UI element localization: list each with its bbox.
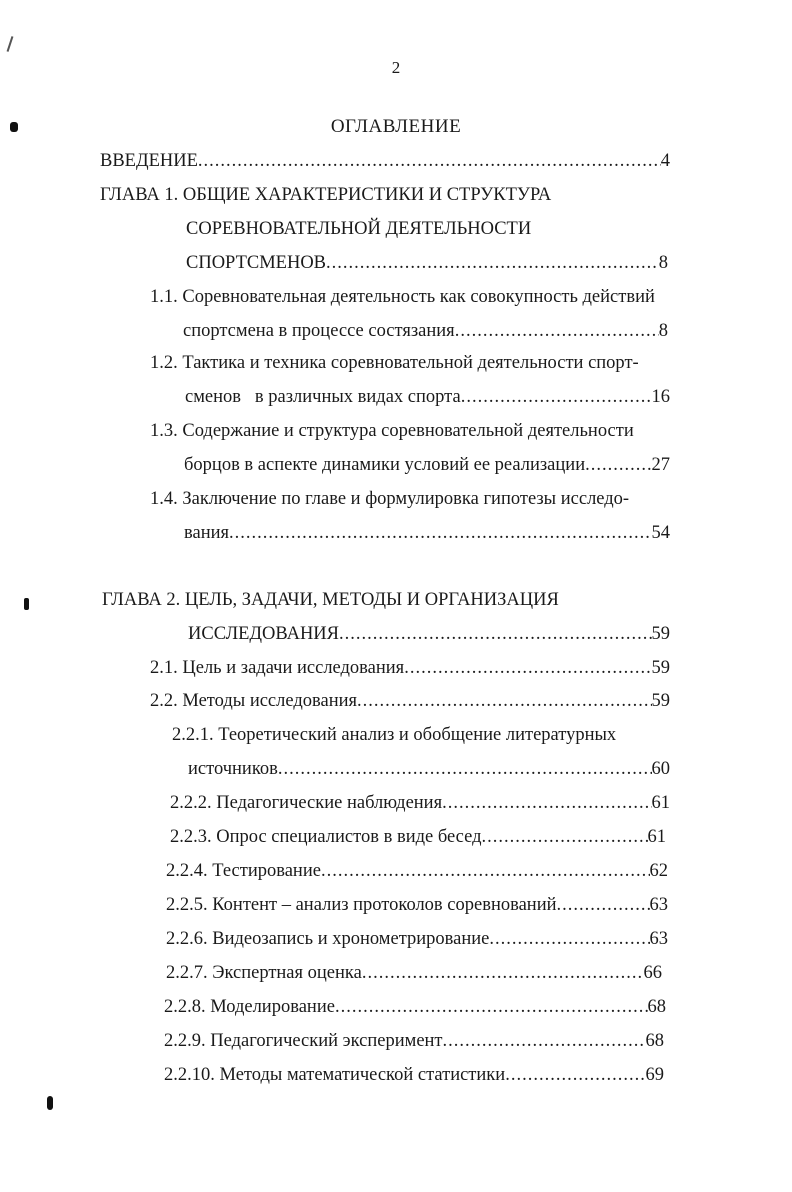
toc-entry-page: 27 — [651, 455, 670, 475]
toc-entry-page: 8 — [658, 321, 668, 341]
toc-entry-text: 2.2.5. Контент – анализ протоколов соревнований — [166, 895, 557, 915]
toc-entry-1-4-line1[interactable]: 1.4. Заключение по главе и формулировка гипотезы исследо- — [150, 489, 630, 509]
toc-entry-text: борцов в аспекте динамики условий ее реализации — [184, 455, 586, 475]
toc-entry-text: ИССЛЕДОВАНИЯ — [188, 624, 339, 644]
toc-entry-page: 59 — [651, 691, 670, 711]
toc-entry-2-2[interactable] — [150, 690, 670, 712]
toc-entry-1-3-line1[interactable]: 1.3. Содержание и структура соревновательной деятельности — [150, 421, 634, 441]
toc-entry-1-2[interactable] — [185, 386, 670, 408]
toc-entry-1-1-line1[interactable]: 1.1. Соревновательная деятельность как совокупность действий — [150, 287, 655, 307]
toc-entry-2-2-10[interactable] — [164, 1064, 664, 1086]
toc-entry-text: 2.2.4. Тестирование — [166, 861, 321, 881]
toc-entry-intro[interactable] — [100, 150, 670, 172]
toc-entry-2-2-7[interactable] — [166, 962, 662, 984]
toc-entry-page: 66 — [643, 963, 662, 983]
toc-entry-page: 59 — [651, 624, 670, 644]
toc-entry-page: 4 — [660, 151, 670, 171]
toc-entry-page: 8 — [658, 253, 668, 273]
toc-entry-text: СПОРТСМЕНОВ — [186, 253, 327, 273]
toc-entry-page: 59 — [651, 658, 670, 678]
toc-entry-1-1[interactable] — [183, 320, 668, 342]
toc-entry-page: 54 — [651, 523, 670, 543]
toc-entry-page: 16 — [651, 387, 670, 407]
toc-entry-chapter1[interactable] — [186, 252, 668, 274]
toc-entry-page: 68 — [645, 1031, 664, 1051]
toc-entry-page: 63 — [649, 895, 668, 915]
toc-entry-text: сменов в различных видах спорта — [185, 387, 461, 407]
toc-entry-page: 60 — [651, 759, 670, 779]
toc-entry-text: 2.2.7. Экспертная оценка — [166, 963, 362, 983]
toc-entry-2-2-3[interactable] — [170, 826, 666, 848]
toc-title: ОГЛАВЛЕНИЕ — [330, 116, 462, 137]
toc-entry-2-2-1-line1[interactable]: 2.2.1. Теоретический анализ и обобщение литературных — [172, 725, 617, 745]
toc-entry-2-2-4[interactable] — [166, 860, 668, 882]
punch-mark-3 — [47, 1096, 53, 1110]
toc-entry-text: спортсмена в процессе состязания — [183, 321, 455, 341]
toc-entry-text: 2.2.9. Педагогический эксперимент — [164, 1031, 443, 1051]
toc-entry-chapter2[interactable] — [188, 623, 670, 645]
toc-entry-2-2-6[interactable] — [166, 928, 668, 950]
toc-entry-1-3[interactable] — [184, 454, 670, 476]
toc-entry-text: 2.2.8. Моделирование — [164, 997, 335, 1017]
chapter2-title-line1[interactable]: ГЛАВА 2. ЦЕЛЬ, ЗАДАЧИ, МЕТОДЫ И ОРГАНИЗАЦИЯ — [102, 590, 559, 610]
toc-entry-2-1[interactable] — [150, 657, 670, 679]
toc-entry-text: источников — [188, 759, 278, 779]
toc-entry-text: ВВЕДЕНИЕ — [100, 151, 198, 171]
toc-entry-1-2-line1[interactable]: 1.2. Тактика и техника соревновательной деятельности спорт- — [150, 353, 639, 373]
chapter1-title-line1[interactable]: ГЛАВА 1. ОБЩИЕ ХАРАКТЕРИСТИКИ И СТРУКТУРА — [100, 185, 552, 205]
toc-entry-1-4[interactable] — [184, 522, 670, 544]
chapter1-title-line2: СОРЕВНОВАТЕЛЬНОЙ ДЕЯТЕЛЬНОСТИ — [186, 219, 532, 239]
punch-mark-2 — [24, 598, 29, 610]
toc-entry-text: 2.2.2. Педагогические наблюдения — [170, 793, 443, 813]
toc-entry-2-2-2[interactable] — [170, 792, 670, 814]
toc-entry-page: 68 — [647, 997, 666, 1017]
toc-entry-page: 61 — [647, 827, 666, 847]
toc-entry-2-2-9[interactable] — [164, 1030, 664, 1052]
toc-entry-text: 2.2.3. Опрос специалистов в виде бесед — [170, 827, 482, 847]
toc-entry-2-2-8[interactable] — [164, 996, 666, 1018]
toc-entry-page: 63 — [649, 929, 668, 949]
toc-entry-page: 62 — [649, 861, 668, 881]
toc-entry-text: 2.2. Методы исследования — [150, 691, 358, 711]
toc-entry-text: 2.2.6. Видеозапись и хронометрирование — [166, 929, 490, 949]
toc-entry-text: 2.1. Цель и задачи исследования — [150, 658, 405, 678]
page-number: 2 — [391, 58, 401, 77]
toc-entry-page: 61 — [651, 793, 670, 813]
toc-entry-2-2-1[interactable] — [188, 758, 670, 780]
toc-entry-2-2-5[interactable] — [166, 894, 668, 916]
toc-entry-page: 69 — [645, 1065, 664, 1085]
scan-mark-top-left — [7, 36, 14, 52]
toc-entry-text: вания — [184, 523, 230, 543]
toc-entry-text: 2.2.10. Методы математической статистики — [164, 1065, 506, 1085]
